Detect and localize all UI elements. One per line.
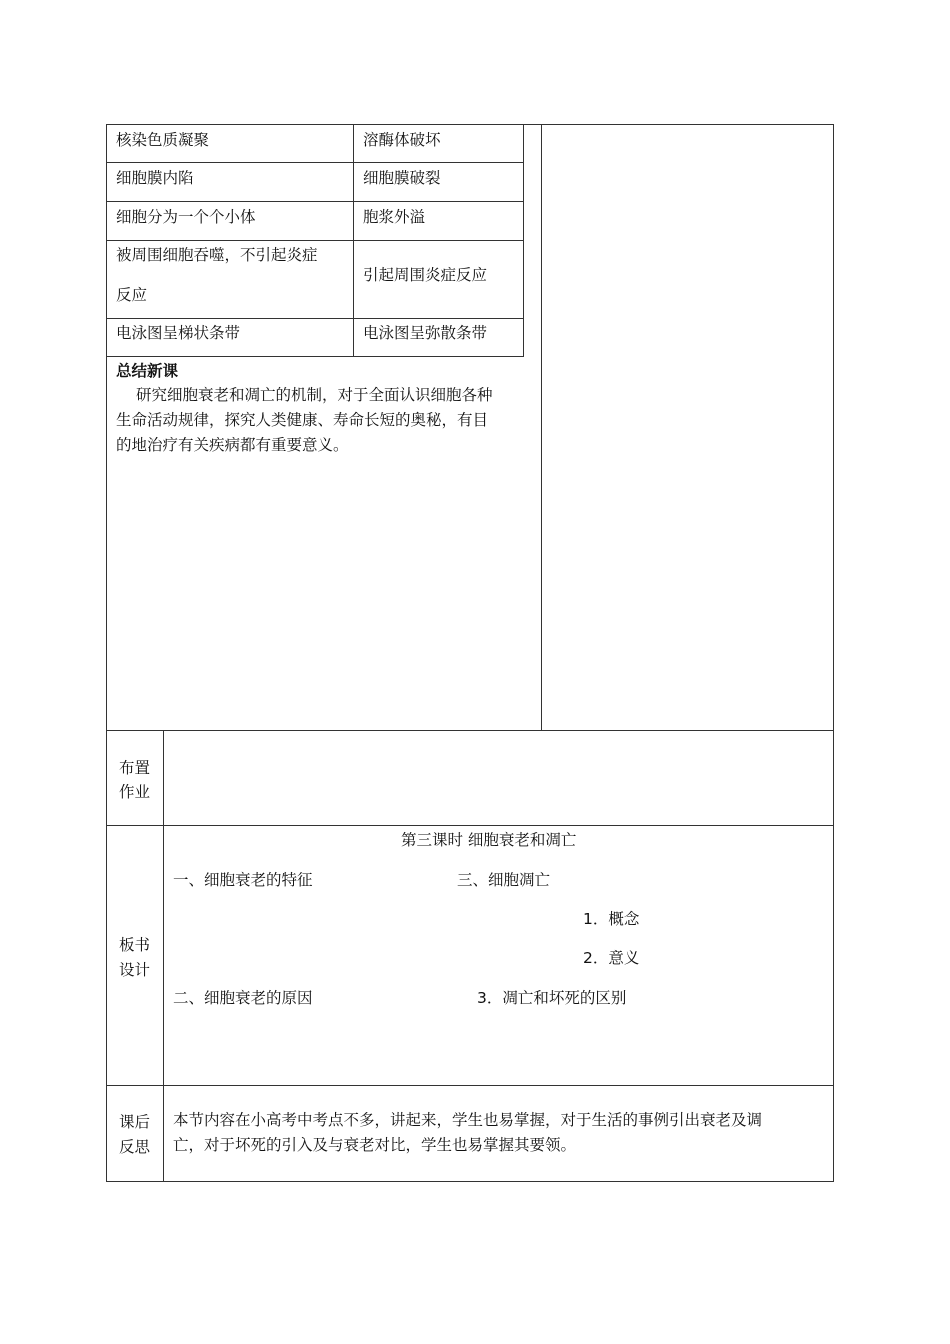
summary-line: 生命活动规律，探究人类健康、寿命长短的奥秘，有目 [116,411,489,429]
outer-bottom-border [106,1181,834,1182]
outer-right-border [833,124,834,1182]
inner-row-line [106,162,524,163]
table-cell: 反应 [116,286,148,304]
label-column-divider [163,730,164,1182]
inner-row-line [106,201,524,202]
table-cell: 电泳图呈梯状条带 [116,324,241,342]
inner-row-line [106,318,524,319]
board-item: 三、细胞凋亡 [457,871,551,889]
board-design-label: 板书 [119,936,151,954]
summary-line: 的地治疗有关疾病都有重要意义。 [116,436,349,454]
table-cell: 引起周围炎症反应 [363,266,488,284]
board-design-label: 设计 [119,961,151,979]
table-cell: 电泳图呈弥散条带 [363,324,488,342]
table-cell: 胞浆外溢 [363,208,426,226]
table-cell: 细胞分为一个个小体 [116,208,256,226]
inner-table-bottom-border [106,356,524,357]
table-cell: 细胞膜破裂 [363,169,441,187]
homework-label: 作业 [119,783,151,801]
board-subitem: 2．意义 [583,949,640,967]
board-item: 一、细胞衰老的特征 [173,871,313,889]
summary-heading: 总结新课 [116,362,179,380]
homework-label: 布置 [119,759,151,777]
outer-left-border [106,124,107,1182]
board-item: 二、细胞衰老的原因 [173,989,313,1007]
section-divider-homework [106,730,834,731]
board-subitem: 1．概念 [583,910,640,928]
table-cell: 细胞膜内陷 [116,169,194,187]
column-divider [541,124,542,731]
outer-top-border [106,124,834,125]
reflection-label: 反思 [119,1138,151,1156]
section-divider-board [106,825,834,826]
table-cell: 被周围细胞吞噬，不引起炎症 [116,246,318,264]
board-subitem: 3．凋亡和坏死的区别 [477,989,627,1007]
reflection-label: 课后 [119,1113,151,1131]
summary-line: 研究细胞衰老和凋亡的机制，对于全面认识细胞各种 [136,386,493,404]
board-title: 第三课时 细胞衰老和凋亡 [401,831,577,849]
inner-row-line [106,240,524,241]
table-cell: 核染色质凝聚 [116,131,210,149]
table-cell: 溶酶体破坏 [363,131,441,149]
reflection-text: 亡，对于坏死的引入及与衰老对比，学生也易掌握其要领。 [173,1136,577,1154]
section-divider-reflection [106,1085,834,1086]
reflection-text: 本节内容在小高考中考点不多，讲起来，学生也易掌握，对于生活的事例引出衰老及调 [173,1111,763,1129]
